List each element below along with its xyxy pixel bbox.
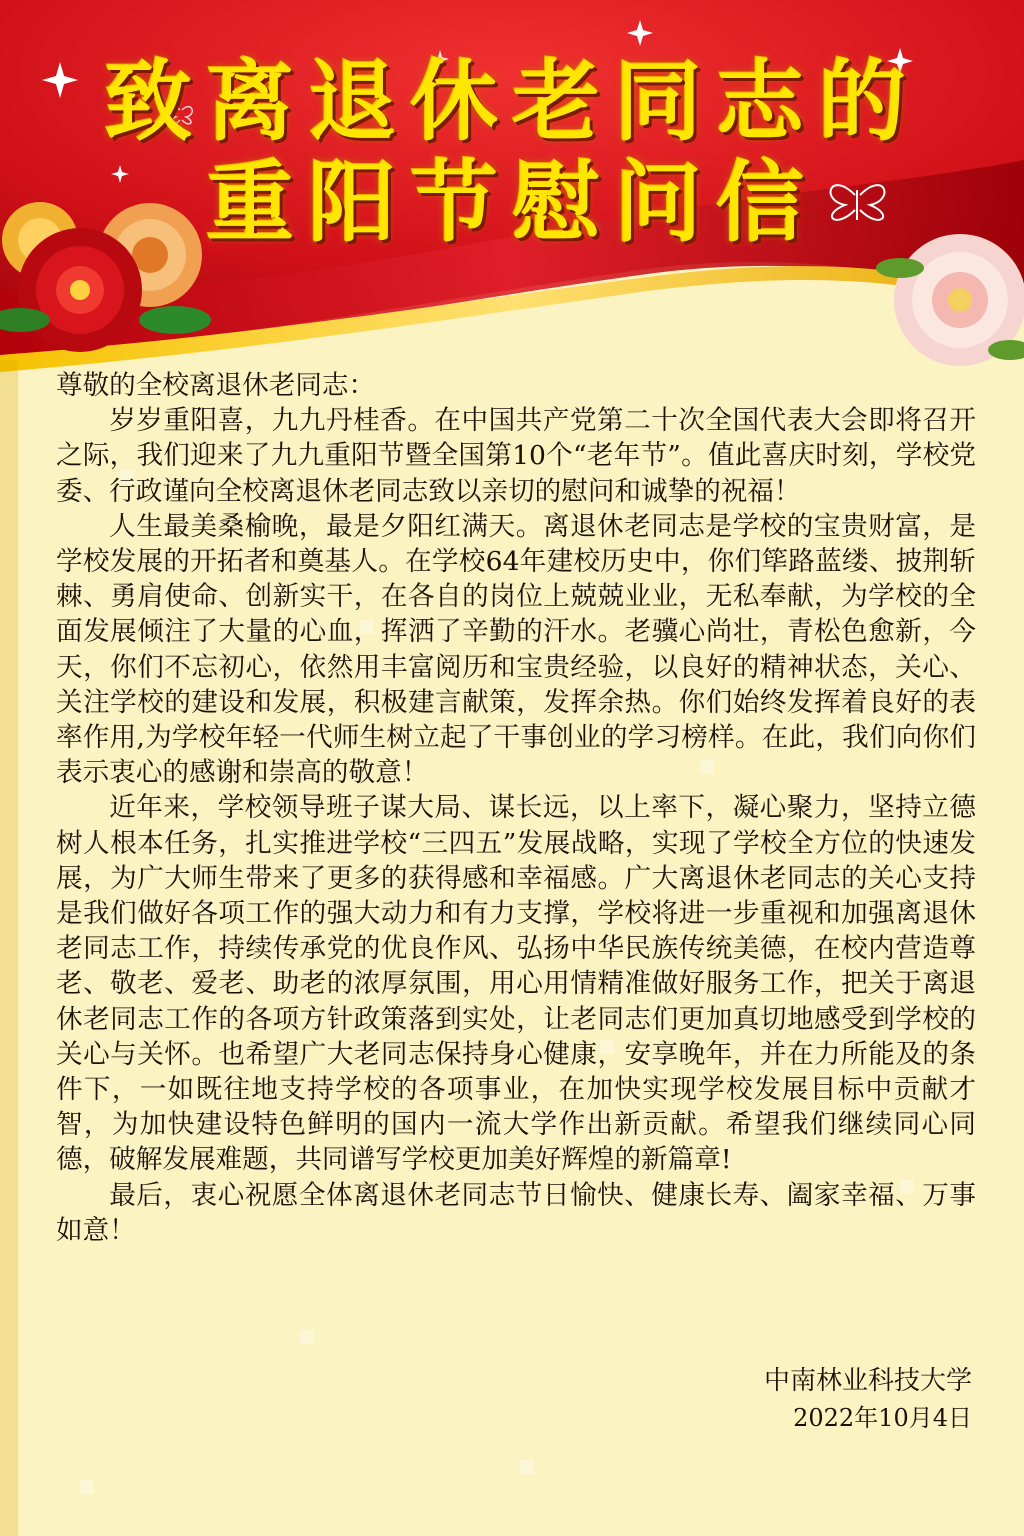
paragraph-2: 人生最美桑榆晚，最是夕阳红满天。离退休老同志是学校的宝贵财富，是学校发展的开拓者和奠基人。在学校64年建校历史中，你们筚路蓝缕、披荆斩棘、勇肩使命、创新实干，在各自的岗位上兢兢业业，无私奉献，为学校的全面发展倾注了大量的心血，挥洒了辛勤的汗水。老骥心尚壮，青松色愈新，今天，你们不忘初心，依然用丰富阅历和宝贵经验，以良好的精神状态，关心、关注学校的建设和发展，积极建言献策，发挥余热。你们始终发挥着良好的表率作用,为学校年轻一代师生树立起了干事创业的学习榜样。在此，我们向你们表示衷心的感谢和崇高的敬意！ — [56, 510, 976, 789]
paragraph-4: 最后，衷心祝愿全体离退休老同志节日愉快、健康长寿、阖家幸福、万事如意！ — [56, 1179, 976, 1246]
title-line-2: 重阳节慰问信 — [205, 151, 818, 254]
date: 2022年10月4日 — [793, 1404, 972, 1432]
salutation: 尊敬的全校离退休老同志： — [56, 370, 376, 401]
paragraph-1: 岁岁重阳喜，九九丹桂香。在中国共产党第二十次全国代表大会即将召开之际，我们迎来了九九重阳节暨全国第10个“老年节”。值此喜庆时刻，学校党委、行政谨向全校离退休老同志致以亲切的慰问和诚挚的祝福！ — [56, 405, 976, 507]
letter-body — [56, 368, 976, 1248]
signature: 中南林业科技大学 — [763, 1366, 972, 1396]
title-line-1: 致离退休老同志的 — [103, 50, 920, 153]
paragraph-3: 近年来，学校领导班子谋大局、谋长远，以上率下，凝心聚力，坚持立德树人根本任务，扎实推进学校“三四五”发展战略，实现了学校全方位的快速发展，为广大师生带来了更多的获得感和幸福感。广大离退休老同志的关心支持是我们做好各项工作的强大动力和有力支撑，学校将进一步重视和加强离退休老同志工作，持续传承党的优良作风、弘扬中华民族传统美德，在校内营造尊老、敬老、爱老、助老的浓厚氛围，用心用情精准做好服务工作，把关于离退休老同志工作的各项方针政策落到实处，让老同志们更加真切地感受到学校的关心与关怀。也希望广大老同志保持身心健康，安享晚年，并在力所能及的条件下，一如既往地支持学校的各项事业，在加快实现学校发展目标中贡献才智，为加快建设特色鲜明的国内一流大学作出新贡献。希望我们继续同心同德，破解发展难题，共同谱写学校更加美好辉煌的新篇章! — [56, 792, 976, 1176]
